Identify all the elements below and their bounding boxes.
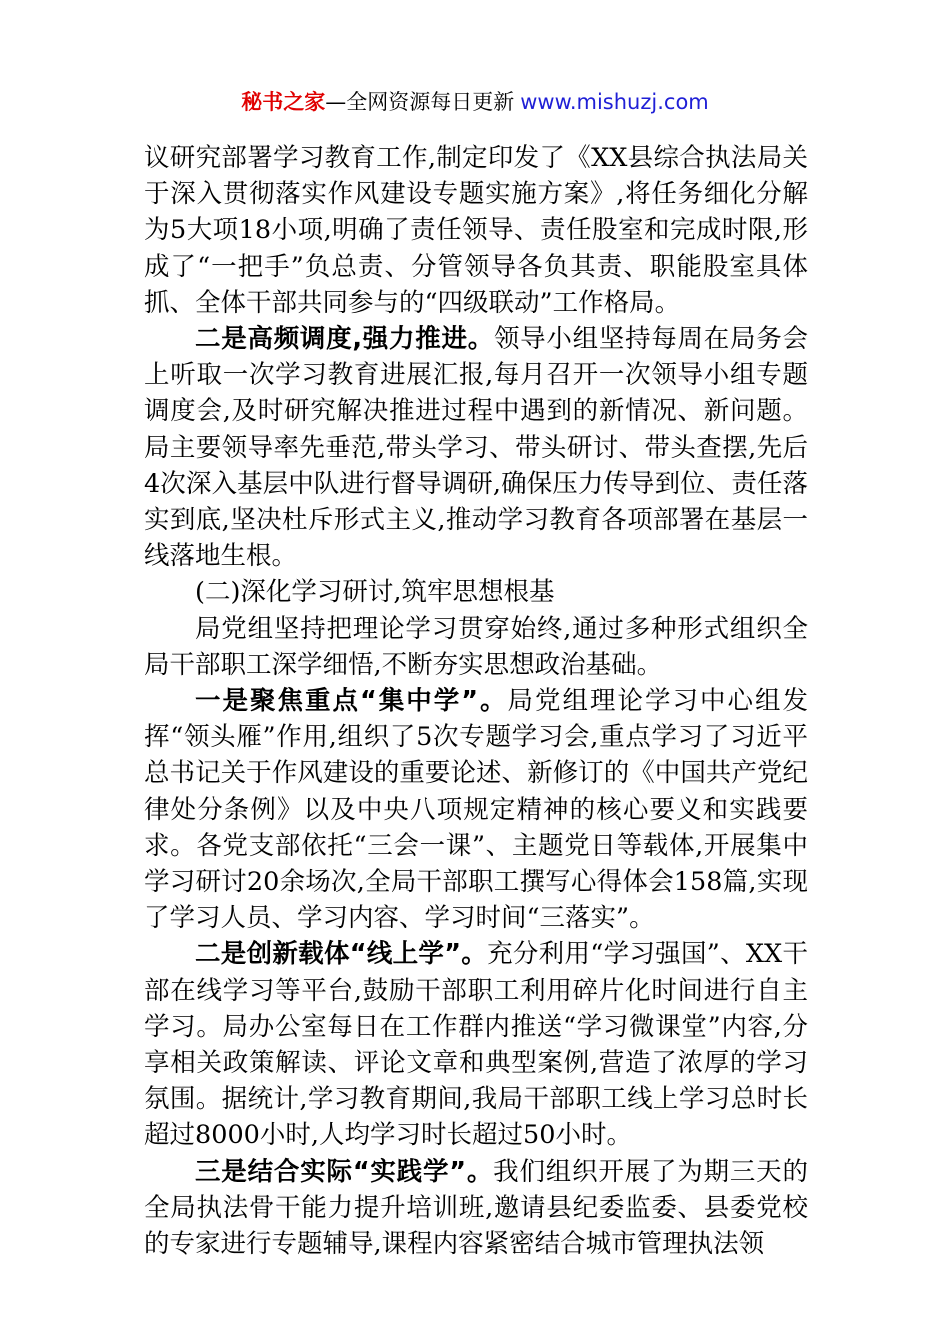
paragraph-continuation (144, 140, 808, 321)
paragraph-text: (二)深化学习研讨,筑牢思想根基 (195, 577, 555, 608)
paragraph-text: 领导小组坚持每周在局务会上听取一次学习教育进展汇报,每月召开一次领导小组专题调度会,及时研究解决推进过程中遇到的新情况、新问题。局主要领导率先垂范,带头学习、带头研讨、带头查摆,先后4次深入基层中队进行督导调研,确保压力传导到位、责任落实到底,坚决杜斥形式主义,推动学习教育各项部署在基层一线落地生根。 (144, 324, 808, 572)
paragraph-lead: 二是创新载体“线上学”。 (195, 939, 488, 970)
paragraph-text: 我们组织开展了为期三天的全局执法骨干能力提升培训班,邀请县纪委监委、县委党校的专家进行专题辅导,课程内容紧密结合城市管理执法领 (144, 1156, 808, 1260)
site-brand: 秘书之家 (241, 90, 326, 114)
site-url-link[interactable]: www.mishuzj.com (520, 90, 709, 114)
paragraph-lead: 二是高频调度,强力推进。 (195, 324, 494, 355)
document-body (144, 140, 808, 1262)
site-header (0, 86, 950, 118)
paragraph-text: 局党组坚持把理论学习贯穿始终,通过多种形式组织全局干部职工深学细悟,不断夯实思想政治基础。 (144, 613, 808, 680)
paragraph-item (144, 321, 808, 574)
paragraph-item (144, 611, 808, 683)
paragraph-item (144, 683, 808, 936)
paragraph-text: 充分利用“学习强国”、XX干部在线学习等平台,鼓励干部职工利用碎片化时间进行自主学习。局办公室每日在工作群内推送“学习微课堂”内容,分享相关政策解读、评论文章和典型案例,营造了浓厚的学习氛围。据统计,学习教育期间,我局干部职工线上学习总时长超过8000小时,人均学习时长超过50小时。 (144, 939, 808, 1151)
paragraph-lead: 三是结合实际“实践学”。 (195, 1156, 494, 1187)
paragraph-text: 局党组理论学习中心组发挥“领头雁”作用,组织了5次专题学习会,重点学习了习近平总书记关于作风建设的重要论述、新修订的《中国共产党纪律处分条例》以及中央八项规定精神的核心要义和实践要求。各党支部依托“三会一课”、主题党日等载体,开展集中学习研讨20余场次,全局干部职工撰写心得体会158篇,实现了学习人员、学习内容、学习时间“三落实”。 (144, 686, 808, 934)
section-heading (144, 574, 808, 610)
paragraph-lead: 一是聚焦重点“集中学”。 (195, 686, 508, 717)
paragraph-item (144, 1154, 808, 1263)
site-tagline: —全网资源每日更新 (325, 90, 515, 114)
paragraph-item (144, 936, 808, 1153)
paragraph-text: 议研究部署学习教育工作,制定印发了《XX县综合执法局关于深入贯彻落实作风建设专题实施方案》,将任务细化分解为5大项18小项,明确了责任领导、责任股室和完成时限,形成了“一把手”负总责、分管领导各负其责、职能股室具体抓、全体干部共同参与的“四级联动”工作格局。 (144, 143, 808, 318)
